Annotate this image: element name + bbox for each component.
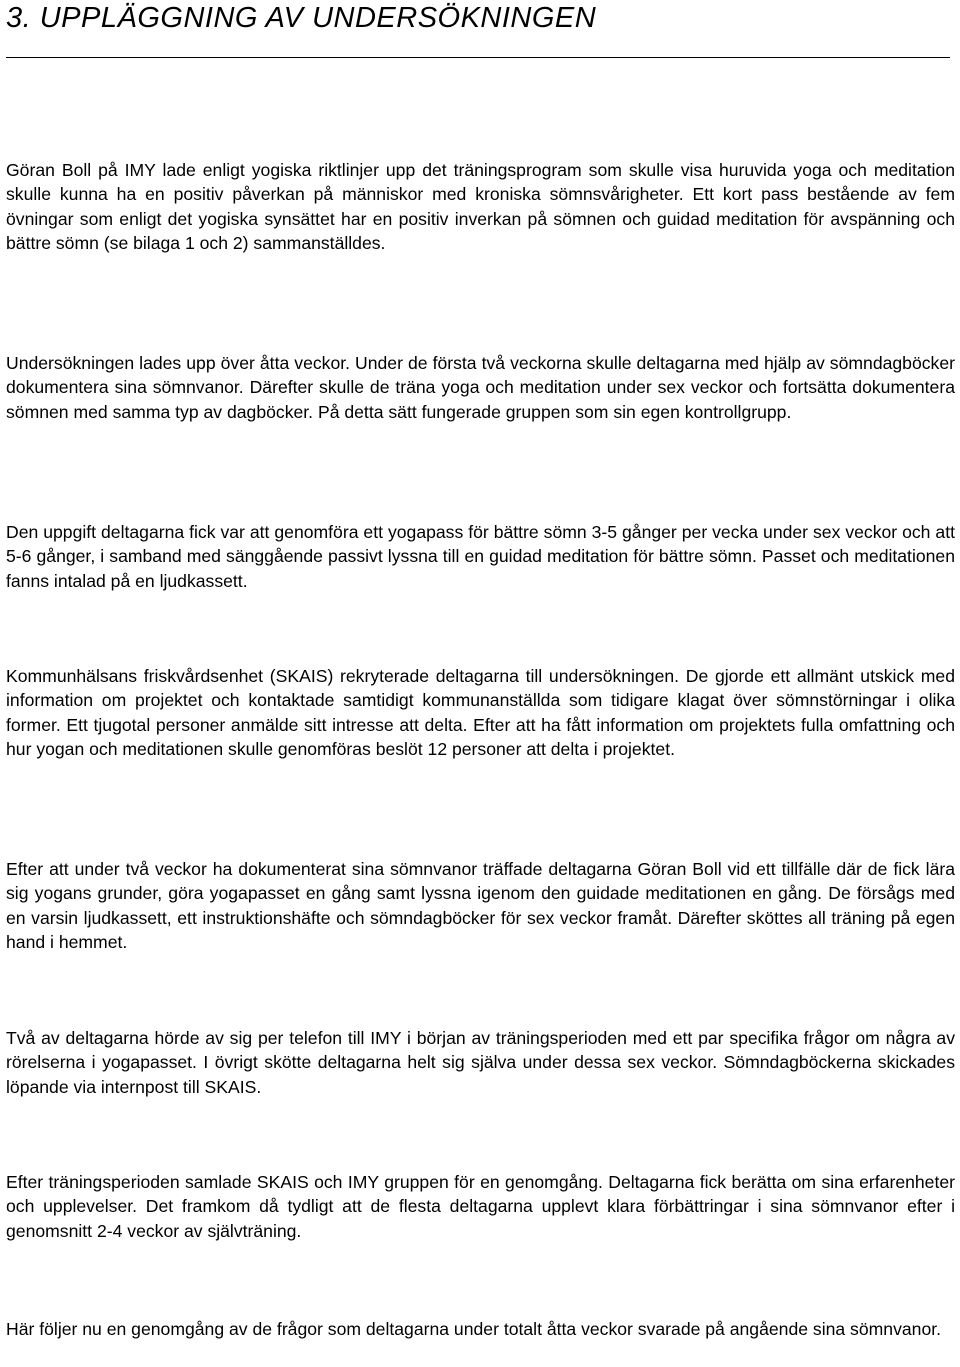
paragraph-recruitment: Kommunhälsans friskvårdsenhet (SKAIS) rekryterade deltagarna till undersökningen. De gjorde ett allmänt utskick med information om projektet och kontaktade samtidigt kommunanställda som tidigare klagat över sömnstörningar i olika former. Ett tjugotal personer anmälde sitt intresse att delta. Efter att ha fått information om projektets fulla omfattning och hur yogan och meditationen skulle genomföras beslöt 12 personer att delta i projektet. bbox=[6, 666, 955, 760]
paragraph-study-design-intro: Göran Boll på IMY lade enligt yogiska riktlinjer upp det träningsprogram som skulle visa huruvida yoga och meditation skulle kunna ha en positiv påverkan på människor med kroniska sömnsvårigheter. Ett kort pass bestående av fem övningar som enligt det yogiska synsättet har en positiv inverkan på sömnen och guidad meditation för avspänning och bättre sömn (se bilaga 1 och 2) sammanställdes. bbox=[6, 160, 955, 254]
paragraph-study-timeline: Undersökningen lades upp över åtta veckor. Under de första två veckorna skulle deltagarna med hjälp av sömndagböcker dokumentera sina sömnvanor. Därefter skulle de träna yoga och meditation under sex veckor och fortsätta dokumentera sömnen med samma typ av dagböcker. På detta sätt fungerade gruppen som sin egen kontrollgrupp. bbox=[6, 353, 955, 422]
section-heading: 3. UPPLÄGGNING AV UNDERSÖKNINGEN bbox=[6, 2, 597, 34]
paragraph-evaluation-meeting: Efter träningsperioden samlade SKAIS och IMY gruppen för en genomgång. Deltagarna fick berätta om sina erfarenheter och upplevelser. Det framkom då tydligt att de flesta deltagarna upplevt klara förbättringar i sina sömnvanor efter i genomsnitt 2-4 veckor av självträning. bbox=[6, 1172, 955, 1241]
paragraph-follow-up-contact: Två av deltagarna hörde av sig per telefon till IMY i början av träningsperioden med ett par specifika frågor om några av rörelserna i yogapasset. I övrigt skötte deltagarna helt sig själva under dessa sex veckor. Sömndagböckerna skickades löpande via internpost till SKAIS. bbox=[6, 1028, 955, 1097]
paragraph-training-start: Efter att under två veckor ha dokumenterat sina sömnvanor träffade deltagarna Göran Boll vid ett tillfälle där de fick lära sig yogans grunder, göra yogapasset en gång samt lyssna igenom den guidade meditationen en gång. De försågs med en varsin ljudkassett, ett instruktionshäfte och sömndagböcker för sex veckor framåt. Därefter sköttes all träning på egen hand i hemmet. bbox=[6, 859, 955, 953]
heading-underline bbox=[6, 57, 950, 58]
paragraph-participant-task: Den uppgift deltagarna fick var att genomföra ett yogapass för bättre sömn 3-5 gånger per vecka under sex veckor och att 5-6 gånger, i samband med sänggående passivt lyssna till en guidad meditation för bättre sömn. Passet och meditationen fanns intalad på en ljudkassett. bbox=[6, 522, 955, 591]
paragraph-results-intro: Här följer nu en genomgång av de frågor som deltagarna under totalt åtta veckor svarade på angående sina sömnvanor. bbox=[6, 1319, 942, 1339]
